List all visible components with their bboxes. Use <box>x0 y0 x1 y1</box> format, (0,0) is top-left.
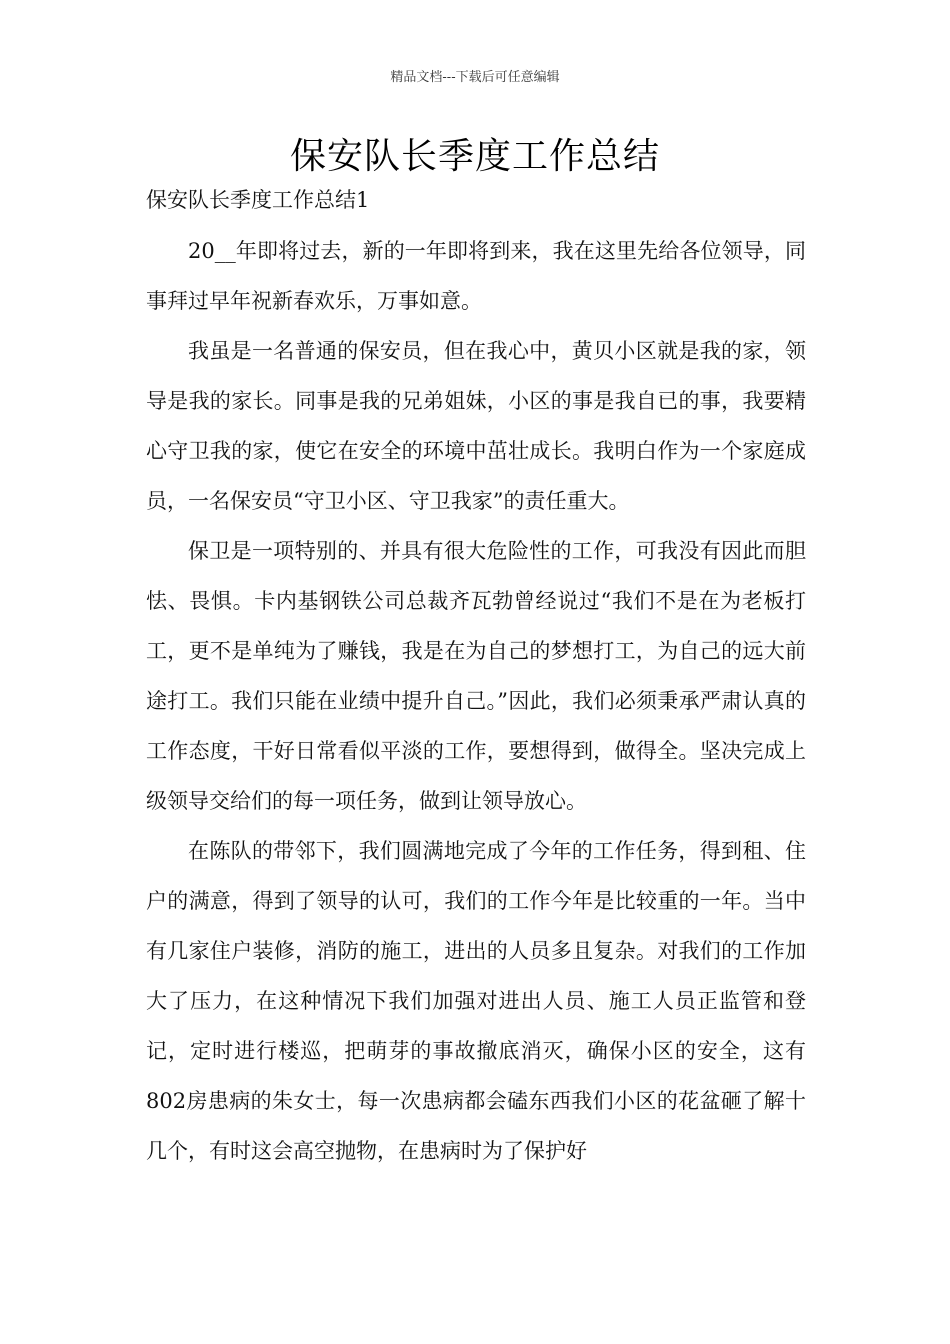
paragraph-4: 在陈队的带邻下，我们圆满地完成了今年的工作任务，得到租、住户的满意，得到了领导的认可，我们的工作今年是比较重的一年。当中有几家住户装修，消防的施工，进出的人员多且复杂。对我们的工作加大了压力，在这种情况下我们加强对进出人员、施工人员正监管和登记，定时进行楼巡，把萌芽的事故撤底消灭，确保小区的安全，这有802房患病的朱女士，每一次患病都会磕东西我们小区的花盆砸了解十几个，有时这会高空抛物，在患病时为了保护好 <box>146 839 806 1163</box>
document-body <box>146 226 806 1176</box>
paragraph-2: 我虽是一名普通的保安员，但在我心中，黄贝小区就是我的家，领导是我的家长。同事是我的兄弟姐妹，小区的事是我自已的事，我要精心守卫我的家，使它在安全的环境中茁壮成长。我明白作为一个家庭成员，一名保安员“守卫小区、守卫我家”的责任重大。 <box>146 339 806 513</box>
header-note: 精品文档---下载后可任意编辑 <box>390 70 560 85</box>
document-subtitle: 保安队长季度工作总结1 <box>146 188 370 212</box>
paragraph-3: 保卫是一项特别的、并具有很大危险性的工作，可我没有因此而胆怯、畏惧。卡内基钢铁公司总裁齐瓦勃曾经说过“我们不是在为老板打工，更不是单纯为了赚钱，我是在为自己的梦想打工，为自己的远大前途打工。我们只能在业绩中提升自己。”因此，我们必须秉承严肃认真的工作态度，干好日常看似平淡的工作，要想得到，做得全。坚决完成上级领导交给们的每一项任务，做到让领导放心。 <box>146 539 806 813</box>
document-title: 保安队长季度工作总结 <box>289 136 660 177</box>
paragraph-1: 20__年即将过去，新的一年即将到来，我在这里先给各位领导，同事拜过早年祝新春欢乐，万事如意。 <box>146 239 806 313</box>
